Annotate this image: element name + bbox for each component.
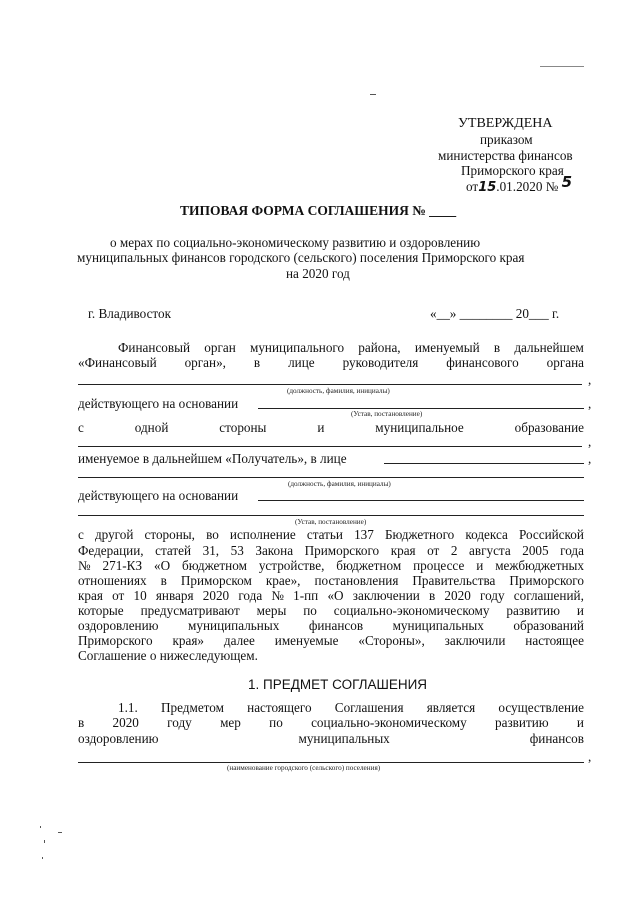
para2-row (78, 588, 584, 604)
field-caption: (должность, фамилия, инициалы) (288, 480, 391, 488)
fill-line (78, 762, 584, 763)
word: статей (155, 543, 192, 558)
word: «Финансовый (78, 355, 157, 370)
word: социально-экономическому (311, 715, 467, 730)
handwritten-day: 15 (478, 180, 497, 195)
word: в (160, 573, 167, 588)
para2-row (78, 618, 584, 634)
word: Закона (255, 543, 294, 558)
word: 2020 (202, 588, 230, 603)
word: «Стороны», (358, 633, 425, 648)
word: «О (153, 558, 171, 573)
scan-speck (370, 94, 376, 95)
para2-row: Соглашение о нижеследующем. (78, 648, 258, 663)
word: соглашений, (513, 588, 584, 603)
para2-row (78, 573, 584, 589)
word: во (206, 527, 219, 542)
word: по (303, 603, 317, 618)
fill-line (78, 384, 582, 385)
word: августа (468, 543, 511, 558)
word: с (78, 420, 84, 435)
word: Приморского (304, 543, 380, 558)
word: 53 (230, 543, 244, 558)
word: № (78, 558, 91, 573)
word: лице (288, 355, 315, 370)
word: оздоровлению (78, 618, 159, 633)
fill-line (258, 500, 584, 501)
para2-row (78, 558, 584, 574)
para2-row (78, 543, 584, 559)
section-heading: 1. ПРЕДМЕТ СОГЛАШЕНИЯ (248, 677, 428, 692)
scan-speck (540, 66, 584, 67)
approval-line: приказом (480, 132, 533, 147)
word: с (78, 527, 84, 542)
word: по (269, 715, 283, 730)
word: района, (358, 340, 401, 355)
word: финансового (446, 355, 519, 370)
word: года (560, 543, 584, 558)
scan-speck (40, 826, 41, 828)
word: дальнейшем (514, 340, 584, 355)
word: 1-пп (293, 588, 319, 603)
word: предусматривают (140, 603, 240, 618)
word: в (429, 588, 436, 603)
field-caption: (Устав, постановление) (295, 518, 367, 526)
date-prefix: от (466, 179, 479, 194)
word: руководителя (342, 355, 419, 370)
word: социально-экономическому (333, 603, 490, 618)
word: № (271, 588, 284, 603)
word: развитию (495, 715, 549, 730)
word: 2005 (522, 543, 549, 558)
para1-row (118, 340, 584, 356)
word: края (390, 543, 416, 558)
word: 10 (133, 588, 147, 603)
word: муниципальных (392, 618, 484, 633)
word: бюджетном (182, 558, 247, 573)
approval-line: Приморского края (461, 163, 564, 178)
word: именуемые (274, 633, 339, 648)
word: оздоровлению (78, 731, 159, 746)
word: меры (256, 603, 287, 618)
word: заключили (444, 633, 506, 648)
date-blank: «__» ________ 20___ г. (430, 306, 560, 321)
word: муниципального (249, 340, 345, 355)
word: стороны, (144, 527, 195, 542)
word: настоящее (525, 633, 584, 648)
para2-row (78, 603, 584, 619)
word: Бюджетного (384, 527, 455, 542)
scan-speck (58, 832, 62, 833)
word: кодекса (465, 527, 508, 542)
handwritten-number: 5 (561, 173, 573, 191)
field-caption: (должность, фамилия, инициалы) (287, 387, 390, 395)
word: и (576, 715, 584, 730)
word: и (317, 420, 325, 435)
line-end: , (588, 749, 592, 764)
word: 1.1. (118, 700, 138, 715)
word: настоящего (247, 700, 312, 715)
word: орган», (184, 355, 226, 370)
word: образований (513, 618, 584, 633)
word: Предметом (160, 700, 224, 715)
para1-row (78, 355, 584, 371)
scan-speck (42, 857, 43, 859)
word: одной (134, 420, 169, 435)
word: Российской (518, 527, 584, 542)
field-caption: (Устав, постановление) (351, 410, 423, 418)
word: осуществление (498, 700, 584, 715)
approval-date (466, 173, 573, 196)
approval-line: министерства финансов (438, 148, 573, 163)
date-rest: .01.2020 № (496, 179, 559, 194)
fill-line (258, 408, 584, 409)
subtitle-line: муниципальных финансов городского (сельского) поселения Приморского края (77, 250, 525, 265)
word: муниципальных (188, 618, 280, 633)
word: 2 (450, 543, 458, 558)
word: заключении (352, 588, 420, 603)
fill-line (78, 515, 584, 516)
word: в (253, 355, 261, 370)
word: орган (204, 340, 236, 355)
word: края (78, 588, 103, 603)
section1-row (78, 731, 584, 747)
word: крае», (265, 573, 301, 588)
word: межбюджетных (495, 558, 584, 573)
word: края» (172, 633, 204, 648)
para1-row: действующего на основании (78, 396, 239, 411)
word: Приморском (180, 573, 252, 588)
para2-row (78, 527, 584, 543)
word: 137 (354, 527, 374, 542)
word: от (112, 588, 125, 603)
section1-row (78, 715, 584, 731)
word: муниципальное (375, 420, 464, 435)
word: в (78, 715, 85, 730)
word: Федерации, (78, 543, 144, 558)
word: другой (94, 527, 134, 542)
word: «О (327, 588, 344, 603)
word: в (493, 340, 501, 355)
place: г. Владивосток (88, 306, 172, 321)
fill-line (78, 477, 584, 478)
document-title: ТИПОВАЯ ФОРМА СОГЛАШЕНИЯ № ____ (180, 203, 457, 218)
scan-speck (44, 840, 45, 843)
word: муниципальных (298, 731, 390, 746)
word: отношениях (78, 573, 147, 588)
word: Приморского (78, 633, 153, 648)
word: Приморского (509, 573, 584, 588)
word: постановления (314, 573, 399, 588)
word: Финансовый (118, 340, 191, 355)
para1-row: именуемое в дальнейшем «Получатель», в лице (78, 451, 347, 466)
para2-row (78, 633, 584, 649)
word: именуемый (414, 340, 480, 355)
word: 31, (202, 543, 220, 558)
word: является (426, 700, 476, 715)
word: стороны (219, 420, 267, 435)
word: бюджетном (336, 558, 402, 573)
word: мер (220, 715, 241, 730)
word: году (167, 715, 192, 730)
word: году (479, 588, 505, 603)
word: и (476, 558, 484, 573)
line-end: , (588, 372, 592, 387)
word: органа (546, 355, 584, 370)
word: финансов (308, 618, 364, 633)
word: статьи (306, 527, 343, 542)
word: финансов (529, 731, 584, 746)
word: процессе (413, 558, 465, 573)
para1-row: действующего на основании (78, 488, 239, 503)
fill-line (384, 463, 584, 464)
subtitle-line: на 2020 год (286, 266, 350, 281)
word: которые (78, 603, 124, 618)
word: года (238, 588, 263, 603)
word: 2020 (112, 715, 139, 730)
line-end: , (588, 434, 592, 449)
line-end: , (588, 451, 592, 466)
field-caption: (наименование городского (сельского) поселения) (227, 764, 381, 772)
approval-title: УТВЕРЖДЕНА (458, 116, 553, 131)
word: далее (223, 633, 255, 648)
word: января (155, 588, 194, 603)
word: 2020 (444, 588, 471, 603)
word: исполнение (229, 527, 296, 542)
fill-line (78, 446, 582, 447)
word: Правительства (412, 573, 496, 588)
word: Соглашения (334, 700, 404, 715)
line-end: , (588, 396, 592, 411)
word: от (427, 543, 440, 558)
word: устройстве, (258, 558, 325, 573)
word: развитию (506, 603, 560, 618)
subtitle-line: о мерах по социально-экономическому развитию и оздоровлению (110, 235, 481, 250)
word: образование (514, 420, 584, 435)
para1-row (78, 420, 584, 436)
section1-row (118, 700, 584, 716)
word: и (576, 603, 584, 618)
word: 271-КЗ (102, 558, 143, 573)
